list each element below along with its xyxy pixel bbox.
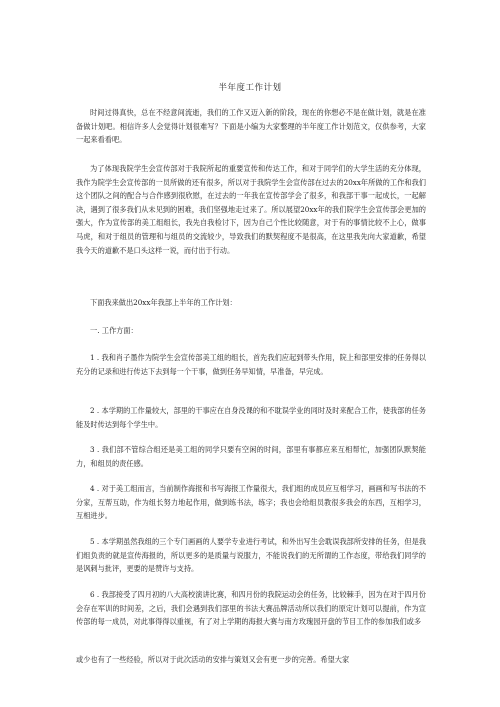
list-item: 2 . 本学期的工作量较大，部里的干事应在自身没课的和不耽误学业的同时及时来配合工作，使我部的任务能及时传达到每个学生中。	[76, 406, 426, 429]
list-item-4	[76, 482, 426, 523]
list-item: 5 . 本学期虽然我组的三个专门画画的人要学专业进行考试，和外出写生会耽误我部所安排的任务，但是我们组负责的就是宣传海报的，所以更多的是质量与说服力，不能说我们的无所谓的工作态度，带给我们同学的是讽刺与批评，更要的是赞许与支持。	[76, 537, 426, 574]
list-item-5	[76, 535, 426, 576]
paragraph: 下面我来做出20xx年我部上半年的工作计划：	[90, 298, 237, 307]
document-title: 半年度工作计划	[218, 83, 282, 93]
paragraph-intro	[76, 106, 426, 147]
section-heading	[76, 324, 426, 338]
section-heading-text: 一. 工作方面：	[90, 326, 138, 335]
list-item-6	[76, 588, 426, 629]
paragraph-plan-intro	[76, 296, 426, 310]
paragraph: 时间过得真快，总在不经意间流逝，我们的工作又迈入新的阶段，现在的你想必不是在做计划，就是在准备做计划吧。相信许多人会觉得计划很难写？下面是小编为大家整理的半年度工作计划范文，仅供参考，大家一起来看看吧。	[76, 108, 426, 145]
list-item-3	[76, 443, 426, 470]
list-item: 6 . 我部接受了四月初的八大高校演讲比赛，和四月份的我院运动会的任务，比较棘手，因为在对于四月份会存在军训的时间差，之后，我们会遇到我们部里的书法大赛品牌活动所以我们的原定计划可以提前，作为宣传部的每一成员，对此事得得以重视，有了对上学期的海报大赛与南方玫瑰园开盘的节目工作的参加我们或多	[76, 590, 426, 627]
list-item-2	[76, 404, 426, 431]
paragraph-background	[76, 162, 426, 257]
list-item-1	[76, 351, 426, 378]
paragraph: 或少也有了一些经验，所以对于此次活动的安排与策划又会有更一步的完善。希望大家	[76, 655, 350, 664]
paragraph-continuation	[76, 653, 426, 667]
list-item: 1 . 我和肖子墨作为院学生会宣传部美工组的组长，首先我们应起到带头作用，院上和部里安排的任务得以充分的记录和进行传达下去到每一个干事，做到任务早知情，早准备，早完成。	[76, 353, 426, 376]
list-item: 3 . 我们部不管综合组还是美工组的同学只要有空闲的时间，部里有事都应来互相帮忙，加强团队默契能力，和组员的责任感。	[76, 445, 426, 468]
list-item: 4 . 对于美工组而言，当前制作海报和书写海报工作量很大，我们组的成员应互相学习，画画和写书法的不分家，互帮互助，作为组长努力地起作用，做到练书法，练字；我也会给组员教很多我会的东西，互相学习，互相进步。	[76, 484, 426, 521]
paragraph: 为了体现我院学生会宣传部对于我院所起的重要宣传和传达工作，和对于同学们的大学生活的充分体现，我作为院学生会宣传部的一员所做的还有很多，所以对于我院学生会宣传部在过去的20xx年所做的工作和我们这个团队之间的配合与合作感到很欣慰，在过去的一年我在宣传部学会了很多，和我部干事一起成长，一起解决，遇到了很多我们从未见到的困难，我们坚强地走过来了。所以展望20xx年的我们院学生会宣传部会更加的强大，作为宣传部的美工组组长，我先自我检讨下，因为自己个性比较随意，对于有的事情比较不上心，做事马虎，和对于组员的管理和与组员的交流较少，导致我们的默契程度不是很高，在这里我先向大家道歉，希望我今天的道歉不是口头这样一说，而付出于行动。	[76, 164, 426, 255]
